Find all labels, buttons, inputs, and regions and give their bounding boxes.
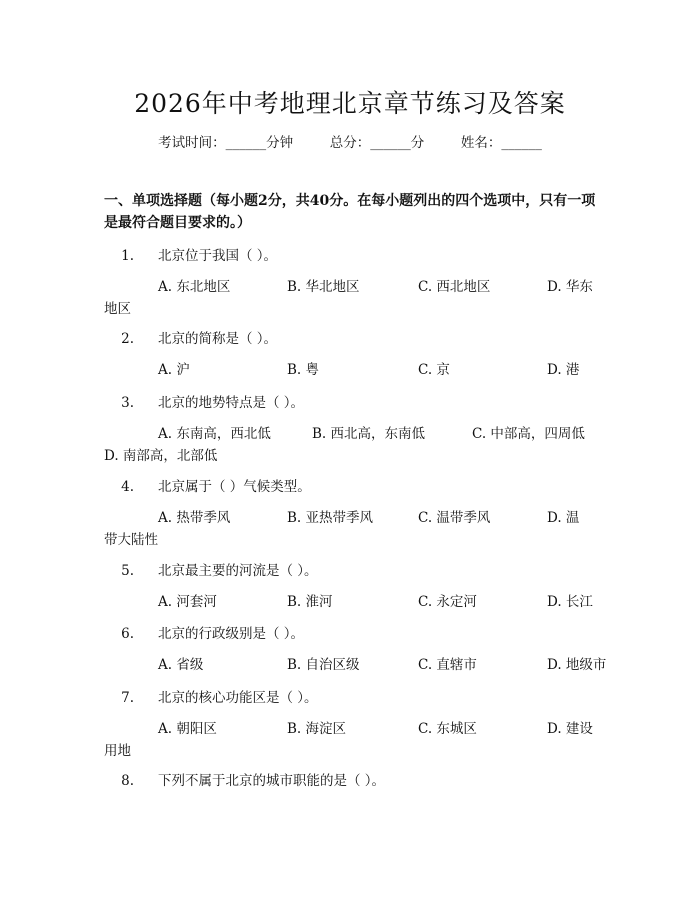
option-b[interactable]: B. 海淀区 [287,721,347,737]
question-number: 6. [121,626,134,642]
option-wrap-line: 用地 [104,743,131,759]
option-a[interactable]: A. 东北地区 [158,279,231,295]
option-group-6 [104,654,607,676]
question-stem: 北京的核心功能区是（ ）。 [158,690,318,706]
question-stem: 北京的简称是（ ）。 [158,331,278,347]
option-wrap-line: 带大陆性 [104,532,158,548]
option-group-1 [104,276,601,320]
option-wrap-line[interactable]: D. 南部高，北部低 [104,448,218,464]
option-group-5 [104,591,601,613]
time-label: 考试时间： [158,135,226,151]
option-b[interactable]: B. 华北地区 [287,279,360,295]
option-b[interactable]: B. 粤 [287,362,320,378]
question-stem: 北京位于我国（ ）。 [158,248,278,264]
question-4 [104,476,601,498]
question-number: 8. [121,773,134,789]
option-c[interactable]: C. 京 [418,362,450,378]
section-heading [104,190,601,234]
time-unit: 分钟 [266,135,294,151]
option-c[interactable]: C. 永定河 [418,594,477,610]
option-c[interactable]: C. 直辖市 [418,657,477,673]
question-stem: 北京最主要的河流是（ ）。 [158,563,318,579]
score-label: 总分： [329,135,371,151]
question-3 [104,392,601,414]
score-blank: ______ [370,135,411,151]
option-group-4 [104,507,601,551]
question-number: 4. [121,479,134,495]
question-2 [104,328,601,350]
option-d[interactable]: D. 华东 [547,279,593,295]
option-c[interactable]: C. 东城区 [418,721,477,737]
option-wrap-line: 地区 [104,301,131,317]
question-number: 2. [121,331,134,347]
question-number: 5. [121,563,134,579]
question-number: 1. [121,248,134,264]
question-stem: 北京的行政级别是（ ）。 [158,626,305,642]
question-1 [104,245,601,267]
option-d[interactable]: D. 港 [547,362,580,378]
option-a[interactable]: A. 朝阳区 [158,721,217,737]
option-d[interactable]: D. 建设 [547,721,593,737]
name-label: 姓名： [460,135,502,151]
option-b[interactable]: B. 淮河 [287,594,333,610]
option-b[interactable]: B. 自治区级 [287,657,360,673]
option-d[interactable]: D. 温 [547,510,580,526]
page-title: 2026年中考地理北京章节练习及答案 [134,89,566,118]
question-6 [104,623,601,645]
option-a[interactable]: A. 省级 [158,657,204,673]
section-heading-line-2: 是最符合题目要求的。） [104,215,251,231]
option-a[interactable]: A. 沪 [158,362,190,378]
time-blank: ______ [225,135,267,151]
option-a[interactable]: A. 河套河 [158,594,217,610]
question-8 [104,770,601,792]
exam-meta [0,131,700,151]
score-unit: 分 [410,135,425,151]
option-a[interactable]: A. 东南高，西北低 [158,426,271,442]
question-stem: 下列不属于北京的城市职能的是（ ）。 [158,773,386,789]
option-c[interactable]: C. 西北地区 [418,279,491,295]
question-stem: 北京属于（ ）气候类型。 [158,479,311,495]
option-group-3 [104,423,601,467]
section-heading-line-1: 一、单项选择题（每小题2分，共40分。在每小题列出的四个选项中，只有一项 [104,193,596,209]
question-number: 3. [121,395,134,411]
option-c[interactable]: C. 中部高，四周低 [472,426,585,442]
question-5 [104,560,601,582]
name-blank: ______ [501,135,542,151]
option-b[interactable]: B. 亚热带季风 [287,510,374,526]
option-a[interactable]: A. 热带季风 [158,510,231,526]
option-group-7 [104,718,601,762]
option-group-2 [104,359,601,381]
option-b[interactable]: B. 西北高，东南低 [312,426,426,442]
option-c[interactable]: C. 温带季风 [418,510,491,526]
option-d[interactable]: D. 长江 [547,594,593,610]
question-number: 7. [121,690,134,706]
question-7 [104,687,601,709]
question-stem: 北京的地势特点是（ ）。 [158,395,305,411]
option-d[interactable]: D. 地级市 [547,657,607,673]
